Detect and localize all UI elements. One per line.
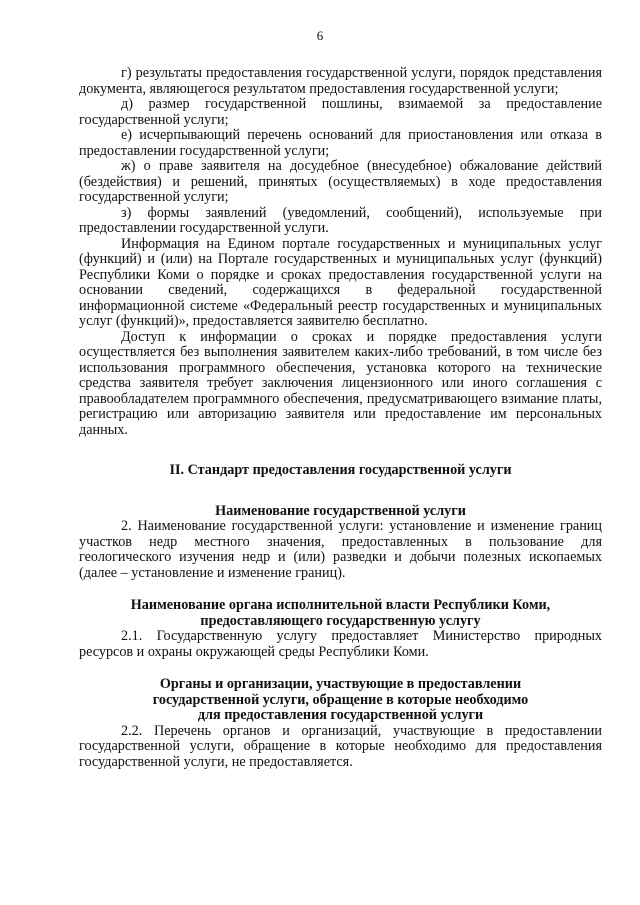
access-paragraph: Доступ к информации о сроках и порядке предоставления услуги осуществляется без выполнения заявителем каких-либо требований, в том числе без использования программного обеспечения, установка которого на технические средства заявителя требует заключения лицензионного или иного соглашения с правообладателем программного обеспечения, предусматривающего взимание платы, регистрацию или авторизацию заявителя или предоставление им персональных данных. <box>79 328 602 438</box>
authority-heading-line-1: Наименование органа исполнительной власти Республики Коми, <box>130 597 551 613</box>
spacer <box>79 438 602 463</box>
orgs-paragraph: 2.2. Перечень органов и организаций, участвующие в предоставлении государственной услуги, обращение в которые необходимо для предоставления государственной услуги, не предоставляется. <box>79 722 602 770</box>
item-d: д) размер государственной пошлины, взимаемой за предоставление государственной услуги; <box>79 96 602 128</box>
spacer <box>79 581 602 598</box>
orgs-heading-line-2: государственной услуги, обращение в которые необходимо <box>152 691 529 708</box>
authority-heading-line-2: предоставляющего государственную услугу <box>200 612 481 629</box>
item-e: е) исчерпывающий перечень оснований для приостановления или отказа в предоставлении государственной услуги; <box>79 127 602 159</box>
spacer <box>79 660 602 677</box>
info-paragraph: Информация на Едином портале государственных и муниципальных услуг (функций) и (или) на Портале государственных и муниципальных услуг (функций) Республики Коми о порядке и сроках предоставления государственной услуги на основании сведений, содержащихся в федеральной государственной информационной системе «Федеральный реестр государственных и муниципальных услуг (функций)», предоставляется заявителю бесплатно. <box>79 235 602 329</box>
orgs-heading-line-3: для предоставления государственной услуги <box>197 707 484 723</box>
service-name-paragraph: 2. Наименование государственной услуги: установление и изменение границ участков недр местного значения, предоставленных в пользование для геологического изучения недр и (или) разведки и добычи полезных ископаемых (далее – установление и изменение границ). <box>79 518 602 581</box>
document-body <box>79 66 602 770</box>
orgs-heading-line-1: Органы и организации, участвующие в предоставлении <box>159 676 522 692</box>
item-zh: ж) о праве заявителя на досудебное (внесудебное) обжалование действий (бездействия) и решений, принятых (осуществляемых) в ходе предоставления государственной услуги; <box>79 158 602 205</box>
item-g: г) результаты предоставления государственной услуги, порядок представления документа, являющегося результатом предоставления государственной услуги; <box>79 65 602 97</box>
service-name-heading: Наименование государственной услуги <box>215 502 466 519</box>
section-title: II. Стандарт предоставления государственной услуги <box>169 462 512 478</box>
page-number: 6 <box>316 28 324 43</box>
authority-paragraph: 2.1. Государственную услугу предоставляет Министерство природных ресурсов и охраны окружающей среды Республики Коми. <box>79 628 602 660</box>
spacer <box>79 479 602 504</box>
item-z: з) формы заявлений (уведомлений, сообщений), используемые при предоставлении государственной услуги. <box>79 204 602 236</box>
